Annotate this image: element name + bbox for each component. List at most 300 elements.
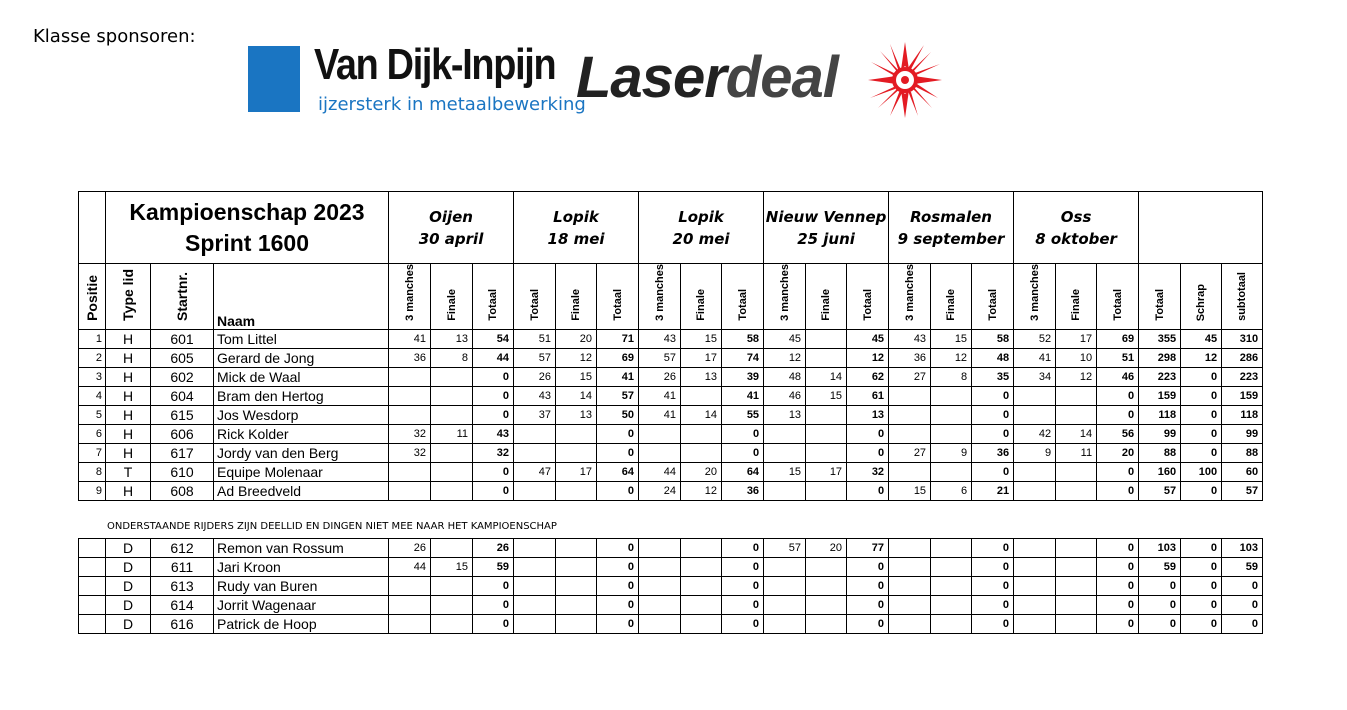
manches-cell: 43 — [889, 329, 931, 348]
startnr-cell: 604 — [151, 386, 214, 405]
subtotaal-cell: 118 — [1222, 405, 1263, 424]
deellid-note: ONDERSTAANDE RIJDERS ZIJN DEELLID EN DINGEN NIET MEE NAAR HET KAMPIOENSCHAP — [107, 521, 557, 532]
finale-cell — [556, 615, 597, 634]
type-lid-cell: D — [106, 615, 151, 634]
vdi-tagline: ijzersterk in metaalbewerking — [318, 94, 586, 115]
col-venue-1-0 — [514, 264, 556, 330]
totaal-cell: 0 — [722, 596, 764, 615]
finale-cell — [556, 424, 597, 443]
manches-cell: 12 — [764, 348, 806, 367]
manches-cell — [639, 424, 681, 443]
finale-cell: 15 — [681, 329, 722, 348]
manches-cell: 32 — [389, 424, 431, 443]
totaal-cell: 0 — [847, 424, 889, 443]
totaal-cell: 0 — [1097, 577, 1139, 596]
venue-date: 9 september — [897, 229, 1005, 248]
totaal-cell: 0 — [473, 367, 514, 386]
totaal-cell: 0 — [597, 596, 639, 615]
totaal-cell: 0 — [1097, 539, 1139, 558]
type-lid-cell: T — [106, 462, 151, 481]
col-summary-1 — [1181, 264, 1222, 330]
manches-cell — [639, 596, 681, 615]
totaal-cell: 20 — [1097, 443, 1139, 462]
totaal-cell: 32 — [473, 443, 514, 462]
totaal-cell: 0 — [597, 577, 639, 596]
manches-cell — [1014, 539, 1056, 558]
finale-cell — [431, 577, 473, 596]
totaal-cell: 77 — [847, 539, 889, 558]
manches-cell — [389, 462, 431, 481]
finale-cell: 15 — [806, 386, 847, 405]
naam-cell: Mick de Waal — [214, 367, 389, 386]
startnr-cell: 611 — [151, 558, 214, 577]
finale-cell — [681, 577, 722, 596]
subtotaal-cell: 99 — [1222, 424, 1263, 443]
finale-cell: 12 — [681, 481, 722, 500]
totaal-sum-cell: 118 — [1139, 405, 1181, 424]
totaal-cell: 0 — [1097, 558, 1139, 577]
schrap-cell: 0 — [1181, 596, 1222, 615]
manches-cell — [389, 405, 431, 424]
finale-cell: 15 — [931, 329, 972, 348]
col-venue-3-1 — [806, 264, 847, 330]
finale-cell — [1056, 405, 1097, 424]
col-venue-1-2 — [597, 264, 639, 330]
subtotaal-cell: 103 — [1222, 539, 1263, 558]
finale-cell — [681, 539, 722, 558]
finale-cell — [556, 481, 597, 500]
totaal-cell: 12 — [847, 348, 889, 367]
totaal-sum-cell: 160 — [1139, 462, 1181, 481]
finale-cell — [931, 558, 972, 577]
col-venue-0-2 — [473, 264, 514, 330]
type-lid-cell: H — [106, 443, 151, 462]
startnr-cell: 602 — [151, 367, 214, 386]
type-lid-cell: D — [106, 596, 151, 615]
subtotaal-cell: 59 — [1222, 558, 1263, 577]
type-lid-cell: H — [106, 329, 151, 348]
manches-cell: 41 — [389, 329, 431, 348]
col-type-lid-label: Type lid — [120, 269, 136, 321]
manches-cell — [389, 481, 431, 500]
finale-cell — [431, 386, 473, 405]
schrap-cell: 12 — [1181, 348, 1222, 367]
totaal-cell: 50 — [597, 405, 639, 424]
finale-cell: 11 — [1056, 443, 1097, 462]
manches-cell — [889, 539, 931, 558]
finale-cell — [1056, 539, 1097, 558]
totaal-cell: 0 — [597, 481, 639, 500]
venue-name: Lopik — [678, 207, 724, 226]
finale-cell — [806, 348, 847, 367]
manches-cell — [639, 539, 681, 558]
manches-cell — [639, 615, 681, 634]
finale-cell — [931, 405, 972, 424]
col-venue-2-0-label: 3 manches — [653, 264, 666, 321]
finale-cell — [431, 481, 473, 500]
manches-cell — [639, 443, 681, 462]
type-lid-cell: H — [106, 348, 151, 367]
subtotaal-cell: 60 — [1222, 462, 1263, 481]
col-venue-4-1-label: Finale — [945, 289, 958, 321]
startnr-cell: 614 — [151, 596, 214, 615]
totaal-cell: 0 — [473, 615, 514, 634]
totaal-cell: 0 — [972, 386, 1014, 405]
totaal-cell: 13 — [847, 405, 889, 424]
manches-cell — [514, 596, 556, 615]
col-venue-2-0 — [639, 264, 681, 330]
position-cell — [79, 596, 106, 615]
championship-table — [78, 191, 1263, 501]
totaal-cell: 0 — [972, 615, 1014, 634]
manches-cell: 34 — [1014, 367, 1056, 386]
table-row — [79, 577, 1263, 596]
totaal-cell: 64 — [722, 462, 764, 481]
table-row — [79, 348, 1263, 367]
summary-header-blank — [1139, 192, 1263, 264]
finale-cell: 15 — [556, 367, 597, 386]
vdi-name: Van Dijk-Inpijn — [314, 40, 556, 89]
naam-cell: Equipe Molenaar — [214, 462, 389, 481]
col-venue-5-0-label: 3 manches — [1028, 264, 1041, 321]
subtotaal-cell: 57 — [1222, 481, 1263, 500]
manches-cell: 52 — [1014, 329, 1056, 348]
laserdeal-logo — [576, 44, 946, 120]
manches-cell — [514, 577, 556, 596]
venue-oijen — [389, 192, 514, 264]
schrap-cell: 0 — [1181, 558, 1222, 577]
manches-cell — [889, 615, 931, 634]
finale-cell — [1056, 615, 1097, 634]
totaal-cell: 62 — [847, 367, 889, 386]
finale-cell — [806, 596, 847, 615]
position-cell: 1 — [79, 329, 106, 348]
subtotaal-cell: 223 — [1222, 367, 1263, 386]
totaal-cell: 0 — [847, 615, 889, 634]
manches-cell — [514, 615, 556, 634]
col-venue-3-1-label: Finale — [820, 289, 833, 321]
totaal-cell: 69 — [597, 348, 639, 367]
totaal-cell: 44 — [473, 348, 514, 367]
totaal-cell: 57 — [597, 386, 639, 405]
manches-cell — [764, 577, 806, 596]
finale-cell — [681, 615, 722, 634]
manches-cell — [1014, 481, 1056, 500]
finale-cell: 9 — [931, 443, 972, 462]
subtotaal-cell: 0 — [1222, 577, 1263, 596]
schrap-cell: 100 — [1181, 462, 1222, 481]
finale-cell — [556, 596, 597, 615]
manches-cell — [514, 558, 556, 577]
table-row — [79, 596, 1263, 615]
startnr-cell: 610 — [151, 462, 214, 481]
subtotaal-cell: 286 — [1222, 348, 1263, 367]
finale-cell — [556, 577, 597, 596]
manches-cell: 24 — [639, 481, 681, 500]
manches-cell: 57 — [514, 348, 556, 367]
manches-cell — [764, 424, 806, 443]
totaal-cell: 41 — [597, 367, 639, 386]
col-startnr — [151, 264, 214, 330]
venue-lopik-2 — [639, 192, 764, 264]
totaal-sum-cell: 88 — [1139, 443, 1181, 462]
finale-cell: 14 — [681, 405, 722, 424]
position-cell: 3 — [79, 367, 106, 386]
naam-cell: Jorrit Wagenaar — [214, 596, 389, 615]
manches-cell — [389, 596, 431, 615]
col-venue-0-0-label: 3 manches — [403, 264, 416, 321]
manches-cell: 43 — [514, 386, 556, 405]
totaal-cell: 61 — [847, 386, 889, 405]
finale-cell — [931, 615, 972, 634]
totaal-cell: 35 — [972, 367, 1014, 386]
manches-cell: 41 — [639, 386, 681, 405]
totaal-sum-cell: 103 — [1139, 539, 1181, 558]
col-type-lid — [106, 264, 151, 330]
col-venue-1-1 — [556, 264, 597, 330]
manches-cell: 26 — [514, 367, 556, 386]
manches-cell — [639, 577, 681, 596]
totaal-cell: 0 — [597, 424, 639, 443]
startnr-cell: 608 — [151, 481, 214, 500]
manches-cell: 27 — [889, 367, 931, 386]
finale-cell — [556, 539, 597, 558]
manches-cell: 32 — [389, 443, 431, 462]
finale-cell: 8 — [931, 367, 972, 386]
col-venue-4-2-label: Totaal — [986, 289, 999, 321]
manches-cell: 57 — [639, 348, 681, 367]
manches-cell — [639, 558, 681, 577]
naam-cell: Remon van Rossum — [214, 539, 389, 558]
col-venue-1-2-label: Totaal — [611, 289, 624, 321]
totaal-sum-cell: 99 — [1139, 424, 1181, 443]
venue-name: Oss — [1060, 207, 1092, 226]
startnr-cell: 613 — [151, 577, 214, 596]
venue-lopik-1 — [514, 192, 639, 264]
startnr-cell: 616 — [151, 615, 214, 634]
startnr-cell: 612 — [151, 539, 214, 558]
type-lid-cell: D — [106, 539, 151, 558]
totaal-cell: 0 — [972, 596, 1014, 615]
finale-cell — [1056, 596, 1097, 615]
manches-cell — [1014, 405, 1056, 424]
col-venue-2-1-label: Finale — [695, 289, 708, 321]
subtotaal-cell: 159 — [1222, 386, 1263, 405]
totaal-cell: 58 — [972, 329, 1014, 348]
finale-cell — [431, 405, 473, 424]
type-lid-cell: H — [106, 386, 151, 405]
manches-cell — [389, 615, 431, 634]
manches-cell — [889, 424, 931, 443]
col-venue-4-2 — [972, 264, 1014, 330]
totaal-cell: 0 — [1097, 462, 1139, 481]
col-venue-1-0-label: Totaal — [528, 289, 541, 321]
col-venue-2-2-label: Totaal — [736, 289, 749, 321]
finale-cell: 10 — [1056, 348, 1097, 367]
totaal-cell: 0 — [722, 424, 764, 443]
manches-cell — [389, 386, 431, 405]
finale-cell: 12 — [556, 348, 597, 367]
manches-cell: 13 — [764, 405, 806, 424]
finale-cell — [431, 443, 473, 462]
totaal-cell: 0 — [473, 462, 514, 481]
totaal-cell: 0 — [1097, 405, 1139, 424]
position-cell: 2 — [79, 348, 106, 367]
finale-cell: 17 — [556, 462, 597, 481]
naam-cell: Patrick de Hoop — [214, 615, 389, 634]
finale-cell: 15 — [431, 558, 473, 577]
type-lid-cell: H — [106, 367, 151, 386]
position-cell: 5 — [79, 405, 106, 424]
finale-cell — [806, 405, 847, 424]
col-summary-0 — [1139, 264, 1181, 330]
table-row — [79, 386, 1263, 405]
col-positie — [79, 264, 106, 330]
table-row — [79, 405, 1263, 424]
manches-cell — [1014, 558, 1056, 577]
finale-cell: 13 — [431, 329, 473, 348]
col-venue-5-0 — [1014, 264, 1056, 330]
venue-date: 30 april — [418, 229, 484, 248]
table-row — [79, 424, 1263, 443]
venue-name: Rosmalen — [910, 207, 992, 226]
schrap-cell: 0 — [1181, 481, 1222, 500]
finale-cell — [931, 386, 972, 405]
totaal-sum-cell: 59 — [1139, 558, 1181, 577]
col-venue-5-2-label: Totaal — [1111, 289, 1124, 321]
col-naam: Naam — [214, 264, 389, 330]
totaal-cell: 0 — [972, 424, 1014, 443]
venue-name: Lopik — [553, 207, 599, 226]
totaal-cell: 0 — [1097, 386, 1139, 405]
finale-cell — [681, 386, 722, 405]
laser-word: Laser — [576, 45, 726, 110]
manches-cell: 45 — [764, 329, 806, 348]
col-venue-0-0 — [389, 264, 431, 330]
totaal-cell: 36 — [972, 443, 1014, 462]
col-startnr-label: Startnr. — [174, 271, 190, 321]
manches-cell: 47 — [514, 462, 556, 481]
finale-cell: 13 — [556, 405, 597, 424]
totaal-cell: 71 — [597, 329, 639, 348]
finale-cell — [806, 329, 847, 348]
position-cell: 4 — [79, 386, 106, 405]
finale-cell: 8 — [431, 348, 473, 367]
finale-cell — [431, 615, 473, 634]
manches-cell — [889, 405, 931, 424]
finale-cell: 20 — [556, 329, 597, 348]
finale-cell — [931, 596, 972, 615]
venue-name: Nieuw Vennep — [765, 207, 887, 226]
finale-cell: 14 — [806, 367, 847, 386]
totaal-cell: 55 — [722, 405, 764, 424]
totaal-cell: 0 — [847, 558, 889, 577]
manches-cell: 15 — [889, 481, 931, 500]
totaal-cell: 0 — [847, 481, 889, 500]
finale-cell: 14 — [556, 386, 597, 405]
col-summary-2 — [1222, 264, 1263, 330]
subtotaal-cell: 0 — [1222, 596, 1263, 615]
manches-cell: 42 — [1014, 424, 1056, 443]
col-venue-3-2 — [847, 264, 889, 330]
col-venue-3-2-label: Totaal — [861, 289, 874, 321]
type-lid-cell: H — [106, 405, 151, 424]
col-venue-3-0-label: 3 manches — [778, 264, 791, 321]
naam-cell: Rick Kolder — [214, 424, 389, 443]
finale-cell — [1056, 481, 1097, 500]
finale-cell — [681, 443, 722, 462]
col-venue-0-1-label: Finale — [445, 289, 458, 321]
totaal-sum-cell: 0 — [1139, 596, 1181, 615]
totaal-cell: 0 — [597, 558, 639, 577]
totaal-cell: 39 — [722, 367, 764, 386]
manches-cell — [1014, 596, 1056, 615]
schrap-cell: 0 — [1181, 405, 1222, 424]
totaal-cell: 36 — [722, 481, 764, 500]
totaal-cell: 21 — [972, 481, 1014, 500]
col-venue-2-2 — [722, 264, 764, 330]
title-line2: Sprint 1600 — [185, 229, 309, 256]
totaal-cell: 0 — [847, 577, 889, 596]
corner-cell — [79, 192, 106, 264]
manches-cell — [514, 539, 556, 558]
manches-cell — [514, 481, 556, 500]
col-venue-1-1-label: Finale — [570, 289, 583, 321]
van-dijk-inpijn-logo — [248, 40, 586, 118]
totaal-cell: 0 — [597, 443, 639, 462]
table-row — [79, 615, 1263, 634]
manches-cell: 51 — [514, 329, 556, 348]
position-cell: 6 — [79, 424, 106, 443]
vdi-blue-square — [248, 46, 300, 112]
venue-date: 8 oktober — [1035, 229, 1117, 248]
naam-cell: Ad Breedveld — [214, 481, 389, 500]
finale-cell — [1056, 386, 1097, 405]
manches-cell: 46 — [764, 386, 806, 405]
startnr-cell: 605 — [151, 348, 214, 367]
totaal-cell: 0 — [722, 558, 764, 577]
totaal-cell: 45 — [847, 329, 889, 348]
totaal-cell: 0 — [597, 615, 639, 634]
finale-cell — [431, 596, 473, 615]
naam-cell: Rudy van Buren — [214, 577, 389, 596]
col-venue-4-1 — [931, 264, 972, 330]
finale-cell — [931, 424, 972, 443]
totaal-cell: 26 — [473, 539, 514, 558]
manches-cell — [889, 386, 931, 405]
startnr-cell: 615 — [151, 405, 214, 424]
manches-cell: 36 — [389, 348, 431, 367]
naam-cell: Jari Kroon — [214, 558, 389, 577]
finale-cell — [806, 424, 847, 443]
naam-cell: Tom Littel — [214, 329, 389, 348]
finale-cell — [681, 424, 722, 443]
naam-cell: Jordy van den Berg — [214, 443, 389, 462]
manches-cell: 57 — [764, 539, 806, 558]
finale-cell — [431, 539, 473, 558]
subtotaal-cell: 0 — [1222, 615, 1263, 634]
totaal-cell: 69 — [1097, 329, 1139, 348]
manches-cell — [889, 596, 931, 615]
totaal-cell: 59 — [473, 558, 514, 577]
manches-cell — [764, 443, 806, 462]
type-lid-cell: H — [106, 481, 151, 500]
schrap-cell: 0 — [1181, 367, 1222, 386]
naam-cell: Jos Wesdorp — [214, 405, 389, 424]
totaal-cell: 0 — [972, 462, 1014, 481]
manches-cell — [764, 481, 806, 500]
position-cell — [79, 577, 106, 596]
